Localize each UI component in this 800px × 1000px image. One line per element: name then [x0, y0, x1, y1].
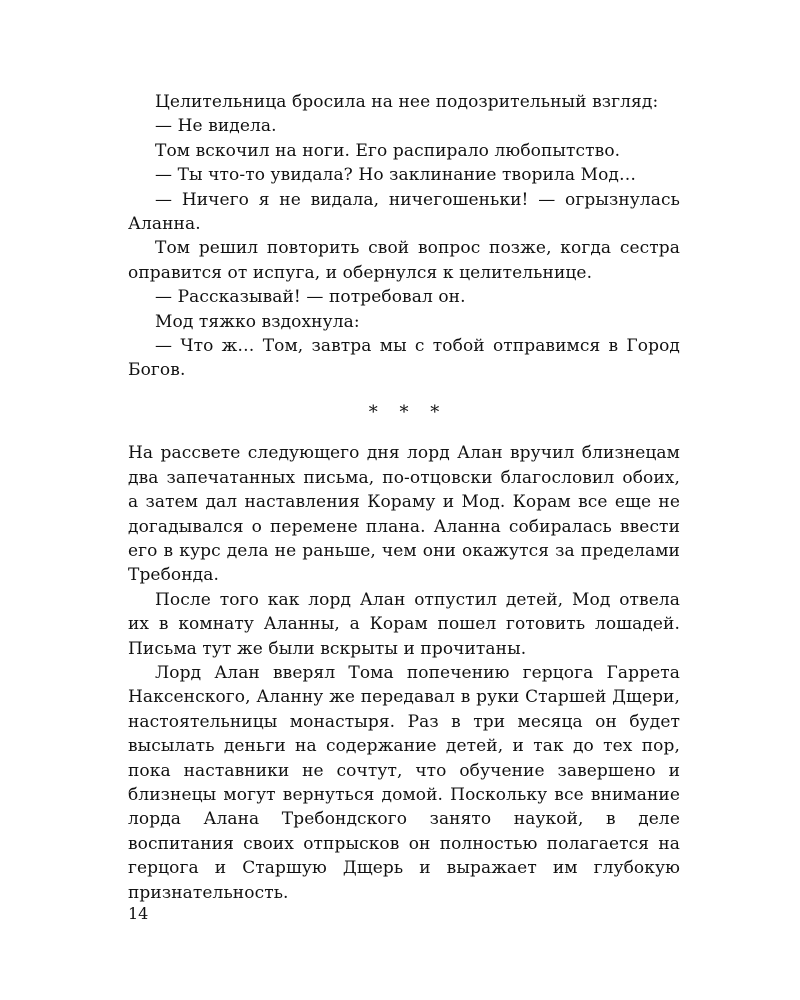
paragraph: Том решил повторить свой вопрос позже, когда сестра оправится от испуга, и обернулся к целительнице.: [128, 238, 680, 283]
page-number: 14: [128, 904, 149, 923]
paragraph: Мод тяжко вздохнула:: [155, 311, 360, 332]
page-text: [128, 90, 680, 905]
dialogue-line: — Что ж… Том, завтра мы с тобой отправимся в Город Богов.: [128, 336, 680, 381]
dialogue-line: — Ты что-то увидала? Но заклинание творила Мод…: [155, 165, 637, 186]
paragraph: После того как лорд Алан отпустил детей, Мод отвела их в комнату Аланны, а Корам пошел готовить лошадей. Письма тут же были вскрыты и прочитаны.: [128, 589, 680, 659]
paragraph: На рассвете следующего дня лорд Алан вручил близнецам два запечатанных письма, по-отцовски благословил обоих, а затем дал наставления Кораму и Мод. Корам все еще не догадывался о перемене плана. Аланна собиралась ввести его в курс дела не раньше, чем они окажутся за пределами Требонда.: [128, 443, 680, 586]
paragraph: Том вскочил на ноги. Его распирало любопытство.: [155, 140, 621, 161]
dialogue-line: — Ничего я не видала, ничегошеньки! — огрызнулась Аланна.: [128, 189, 680, 235]
paragraph: Лорд Алан вверял Тома попечению герцога Гаррета Наксенского, Аланну же передавал в руки Старшей Дщери, настоятельницы монастыря. Раз в три месяца он будет высылать деньги на содержание детей, и так до тех пор, пока наставники не сочтут, что обучение завершено и близнецы могут вернуться домой. Поскольку все внимание лорда Алана Требондского занято наукой, в деле воспитания своих отпрысков он полностью полагается на герцога и Старшую Дщерь и выражает им глубокую признательность.: [128, 662, 680, 903]
dialogue-line: — Не видела.: [155, 116, 277, 137]
section-separator: * * *: [368, 401, 448, 423]
dialogue-line: — Рассказывай! — потребовал он.: [155, 287, 466, 308]
paragraph: Целительница бросила на нее подозрительный взгляд:: [155, 92, 659, 112]
